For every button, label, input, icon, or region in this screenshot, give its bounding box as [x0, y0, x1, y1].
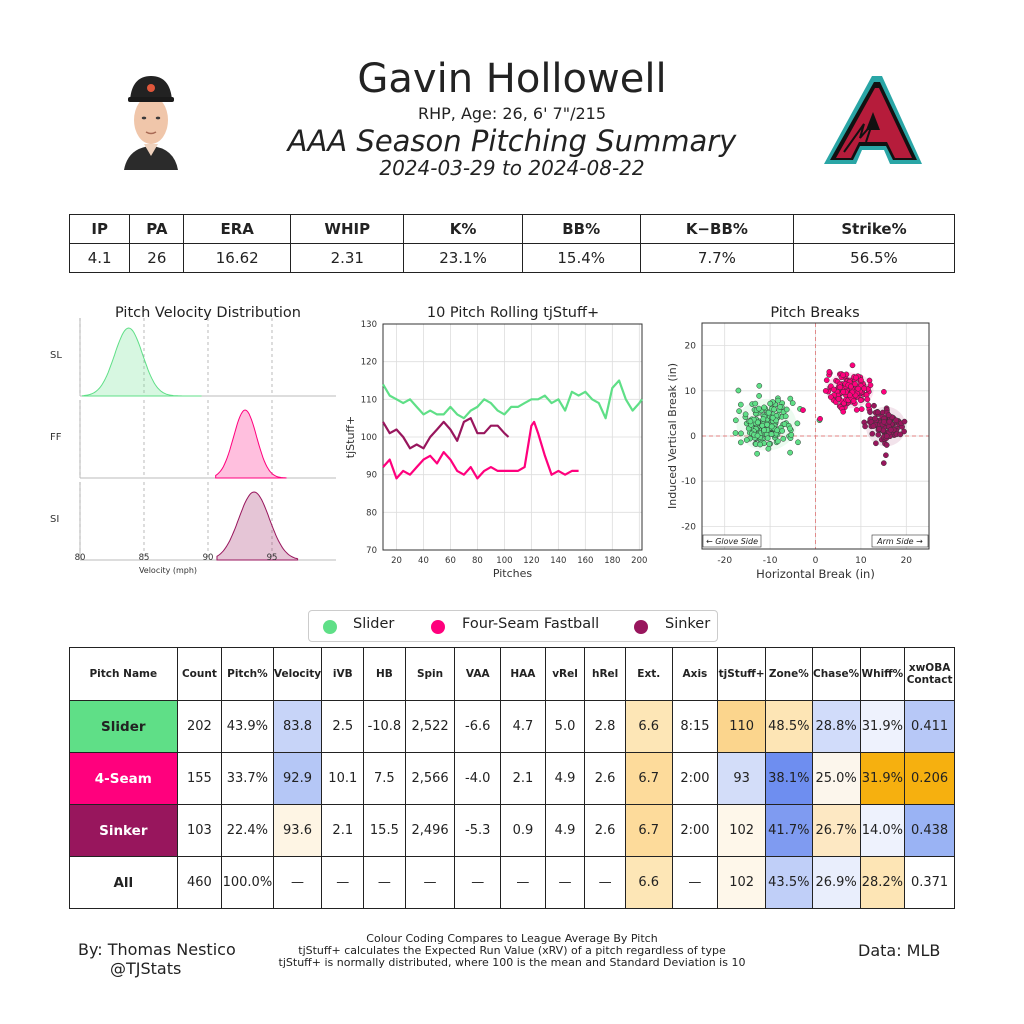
pitch-metric-cell: 25.0%: [812, 753, 860, 805]
break-point: [769, 432, 774, 437]
pitch-metric-cell: 7.5: [364, 753, 406, 805]
velocity-panel: [50, 318, 336, 396]
velocity-panel-label: SI: [50, 514, 60, 525]
break-point: [850, 363, 855, 368]
pitch-metric-cell: 26.7%: [812, 805, 860, 857]
break-point: [765, 436, 770, 441]
rolling-x-tick: 180: [604, 556, 621, 566]
breaks-y-tick: -20: [681, 522, 696, 533]
player-name: Gavin Hollowell: [357, 56, 667, 102]
pitch-metric-cell: 4.9: [545, 753, 585, 805]
chart-legend: [308, 610, 718, 642]
pitch-metric-cell: 2.1: [501, 753, 546, 805]
break-point: [755, 433, 760, 438]
break-point: [824, 378, 829, 383]
pitch-metric-cell: 202: [177, 701, 222, 753]
break-point: [873, 441, 878, 446]
break-point: [768, 401, 773, 406]
break-point: [743, 412, 748, 417]
pitch-metric-cell: 28.8%: [812, 701, 860, 753]
break-point: [862, 386, 867, 391]
rolling-y-tick: 70: [366, 546, 377, 556]
pitch-row-fourseam: [70, 753, 955, 805]
pitch-table-header-cell: Zone%: [765, 648, 812, 701]
velocity-panel-label: SL: [50, 350, 62, 361]
rolling-x-tick: 40: [418, 556, 429, 566]
break-point: [761, 417, 766, 422]
break-point: [757, 393, 762, 398]
pitch-metrics-table: [69, 647, 955, 909]
rolling-y-tick: 100: [360, 433, 377, 443]
legend-label-fourseam: Four-Seam Fastball: [462, 616, 600, 632]
pitch-table-header-cell: Count: [177, 648, 222, 701]
pitch-table-header-cell: Chase%: [812, 648, 860, 701]
rolling-chart-title: 10 Pitch Rolling tjStuff+: [426, 305, 600, 321]
footer-notes: [262, 933, 762, 969]
break-point: [856, 386, 861, 391]
pitch-table-header-row: [70, 648, 955, 701]
rolling-x-tick: 120: [523, 556, 540, 566]
pitch-metric-cell: —: [364, 857, 406, 909]
pitch-metric-cell: 0.9: [501, 805, 546, 857]
velocity-density-area: [216, 410, 286, 478]
stats-header-cell: BB%: [522, 215, 640, 244]
pitch-metric-cell: 83.8: [273, 701, 322, 753]
pitch-name-cell: All: [70, 857, 178, 909]
pitch-metric-cell: 0.438: [905, 805, 955, 857]
break-point: [884, 434, 889, 439]
break-point: [748, 419, 753, 424]
breaks-x-tick: 20: [900, 556, 913, 566]
break-point: [898, 432, 903, 437]
rolling-x-tick: 140: [550, 556, 567, 566]
break-point: [766, 410, 771, 415]
pitch-metric-cell: 6.6: [625, 857, 672, 909]
pitch-metric-cell: 102: [718, 857, 766, 909]
break-point: [738, 402, 743, 407]
stats-header-cell: PA: [130, 215, 184, 244]
break-point: [800, 408, 805, 413]
stats-value-cell: 23.1%: [404, 244, 522, 273]
sinker-legend-marker: [634, 620, 648, 634]
pitch-metric-cell: 28.2%: [860, 857, 905, 909]
rolling-x-tick: 100: [496, 556, 513, 566]
break-point: [762, 428, 767, 433]
break-point: [840, 372, 845, 377]
pitch-metric-cell: 5.0: [545, 701, 585, 753]
pitch-metric-cell: -4.0: [455, 753, 501, 805]
player-bio: RHP, Age: 26, 6' 7"/215: [417, 104, 607, 123]
stats-header-cell: Strike%: [793, 215, 954, 244]
rolling-y-tick: 110: [360, 395, 377, 406]
breaks-chart-title: Pitch Breaks: [770, 305, 860, 321]
pitch-name-cell: 4-Seam: [70, 753, 178, 805]
team-logo: [820, 72, 926, 168]
break-point: [827, 369, 832, 374]
break-point: [881, 419, 886, 424]
break-point: [865, 397, 870, 402]
pitch-metric-cell: 38.1%: [765, 753, 812, 805]
break-point: [854, 407, 859, 412]
pitch-metric-cell: 2,496: [405, 805, 455, 857]
break-point: [818, 416, 823, 421]
pitch-metric-cell: —: [672, 857, 718, 909]
pitch-metric-cell: 6.7: [625, 805, 672, 857]
pitch-table-header-cell: HB: [364, 648, 406, 701]
footer-note: tjStuff+ is normally distributed, where 100 is the mean and Standard Deviation is 10: [278, 956, 746, 969]
break-point: [788, 450, 793, 455]
break-point: [883, 453, 888, 458]
pitch-metric-cell: 6.7: [625, 753, 672, 805]
break-point: [733, 418, 738, 423]
pitch-metric-cell: 14.0%: [860, 805, 905, 857]
rolling-y-tick: 130: [360, 320, 377, 330]
break-point: [877, 426, 882, 431]
break-point: [787, 426, 792, 431]
footer-note: tjStuff+ calculates the Expected Run Value (xRV) of a pitch regardless of type: [298, 944, 726, 957]
breaks-x-tick: -10: [762, 556, 778, 566]
pitch-row-slider: [70, 701, 955, 753]
pitch-table-header-cell: Pitch Name: [70, 648, 178, 701]
breaks-x-tick: 10: [855, 556, 867, 566]
pitch-metric-cell: 460: [177, 857, 222, 909]
pitch-metric-cell: 155: [177, 753, 222, 805]
velocity-tick-label: 90: [202, 553, 214, 563]
pitch-metric-cell: 92.9: [273, 753, 322, 805]
stats-value-cell: 56.5%: [793, 244, 954, 273]
stats-value-cell: 2.31: [291, 244, 404, 273]
break-point: [795, 440, 800, 445]
pitch-table-header-cell: tjStuff+: [718, 648, 766, 701]
break-point: [841, 389, 846, 394]
rolling-x-tick: 160: [577, 556, 594, 566]
pitch-metric-cell: 0.411: [905, 701, 955, 753]
break-point: [853, 375, 858, 380]
stats-value-cell: 26: [130, 244, 184, 273]
breaks-x-axis-label: Horizontal Break (in): [756, 567, 875, 581]
pitch-metric-cell: 2.8: [585, 701, 626, 753]
date-range: 2024-03-29 to 2024-08-22: [379, 156, 645, 180]
break-point: [738, 431, 743, 436]
pitch-table-header-cell: Spin: [405, 648, 455, 701]
break-point: [902, 419, 907, 424]
break-point: [781, 436, 786, 441]
break-point: [775, 439, 780, 444]
pitch-table-header-cell: iVB: [322, 648, 364, 701]
pitch-metric-cell: 43.5%: [765, 857, 812, 909]
break-point: [755, 420, 760, 425]
pitch-table-header-cell: Axis: [672, 648, 718, 701]
velocity-panel-label: FF: [50, 432, 62, 443]
rolling-x-axis-label: Pitches: [492, 567, 533, 580]
pitch-metric-cell: 2.5: [322, 701, 364, 753]
breaks-x-tick: -20: [717, 556, 733, 566]
break-point: [876, 432, 881, 437]
pitch-table-header-cell: Whiff%: [860, 648, 905, 701]
rolling-y-tick: 80: [366, 508, 377, 519]
pitch-metric-cell: 48.5%: [765, 701, 812, 753]
break-point: [881, 461, 886, 466]
break-point: [789, 432, 794, 437]
fourseam-legend-marker: [431, 620, 445, 634]
stats-header-cell: ERA: [184, 215, 291, 244]
rolling-series-line: [383, 422, 579, 479]
break-point: [863, 424, 868, 429]
break-point: [858, 398, 863, 403]
break-point: [738, 440, 743, 445]
break-point: [867, 410, 872, 415]
pitch-metric-cell: —: [322, 857, 364, 909]
pitch-metric-cell: -10.8: [364, 701, 406, 753]
break-point: [757, 383, 762, 388]
break-point: [790, 401, 795, 406]
pitch-row-sinker: [70, 805, 955, 857]
breaks-y-tick: -10: [681, 477, 696, 488]
break-point: [838, 385, 843, 390]
break-point: [871, 403, 876, 408]
data-source: Data: MLB: [858, 941, 941, 960]
pitch-table-header-cell: xwOBA Contact: [905, 648, 955, 701]
pitch-metric-cell: 2,522: [405, 701, 455, 753]
break-point: [744, 437, 749, 442]
velocity-distribution-chart: [40, 318, 340, 580]
stats-header-row: [70, 215, 955, 244]
stats-value-cell: 7.7%: [640, 244, 793, 273]
rolling-x-tick: 20: [391, 556, 402, 566]
break-point: [886, 413, 891, 418]
pitch-metric-cell: 22.4%: [222, 805, 273, 857]
pitch-table-header-cell: Pitch%: [222, 648, 273, 701]
rolling-y-axis-label: tjStuff+: [344, 415, 357, 459]
pitch-metric-cell: —: [501, 857, 546, 909]
rolling-y-tick: 90: [366, 470, 377, 481]
velocity-chart-title: Pitch Velocity Distribution: [115, 305, 301, 321]
break-point: [756, 406, 761, 411]
stats-header-cell: IP: [70, 215, 130, 244]
pitch-metric-cell: 110: [718, 701, 766, 753]
pitch-metric-cell: 31.9%: [860, 701, 905, 753]
pitch-breaks-chart: [660, 318, 950, 584]
stats-header-cell: K−BB%: [640, 215, 793, 244]
stats-value-cell: 4.1: [70, 244, 130, 273]
break-point: [887, 419, 892, 424]
break-point: [780, 428, 785, 433]
pitch-metric-cell: 6.6: [625, 701, 672, 753]
stats-header-cell: K%: [404, 215, 522, 244]
pitch-metric-cell: 10.1: [322, 753, 364, 805]
rolling-x-tick: 60: [445, 556, 456, 566]
slider-legend-marker: [323, 620, 337, 634]
velocity-density-area: [83, 328, 202, 396]
pitch-metric-cell: 31.9%: [860, 753, 905, 805]
pitch-metric-cell: -6.6: [455, 701, 501, 753]
break-point: [767, 441, 772, 446]
pitch-metric-cell: 100.0%: [222, 857, 273, 909]
break-point: [733, 430, 738, 435]
breaks-x-tick: 0: [812, 556, 819, 566]
break-point: [783, 414, 788, 419]
pitch-table-header-cell: Velocity: [273, 648, 322, 701]
pitch-table-header-cell: Ext.: [625, 648, 672, 701]
season-stats-table: [69, 214, 955, 273]
pitch-metric-cell: 33.7%: [222, 753, 273, 805]
stats-header-cell: WHIP: [291, 215, 404, 244]
break-point: [828, 394, 833, 399]
break-point: [881, 389, 886, 394]
break-point: [762, 405, 767, 410]
break-point: [868, 383, 873, 388]
arm-side-label: Arm Side →: [877, 537, 923, 546]
break-point: [770, 415, 775, 420]
pitch-table-header-cell: VAA: [455, 648, 501, 701]
break-point: [851, 398, 856, 403]
pitch-metric-cell: 15.5: [364, 805, 406, 857]
pitch-metric-cell: 4.7: [501, 701, 546, 753]
pitch-table-header-cell: hRel: [585, 648, 626, 701]
pitch-metric-cell: 2.1: [322, 805, 364, 857]
break-point: [836, 396, 841, 401]
pitch-metric-cell: 2:00: [672, 753, 718, 805]
velocity-tick-label: 80: [74, 553, 86, 563]
author-name: By: Thomas Nestico: [78, 940, 236, 959]
pitch-metric-cell: 0.206: [905, 753, 955, 805]
breaks-y-axis-label: Induced Vertical Break (in): [666, 363, 679, 509]
pitch-metric-cell: —: [455, 857, 501, 909]
pitch-metric-cell: —: [545, 857, 585, 909]
break-point: [847, 393, 852, 398]
velocity-density-area: [217, 492, 298, 560]
pitch-metric-cell: —: [273, 857, 322, 909]
break-point: [867, 378, 872, 383]
break-point: [772, 407, 777, 412]
pitch-row-all: [70, 857, 955, 909]
pitch-metric-cell: —: [585, 857, 626, 909]
stats-value-cell: 16.62: [184, 244, 291, 273]
break-point: [795, 421, 800, 426]
breaks-y-tick: 20: [684, 341, 696, 352]
breaks-y-tick: 0: [690, 432, 696, 442]
pitch-metric-cell: 102: [718, 805, 766, 857]
break-point: [755, 451, 760, 456]
rolling-series-line: [383, 418, 509, 448]
pitch-name-cell: Sinker: [70, 805, 178, 857]
legend-label-sinker: Sinker: [665, 616, 711, 632]
author-handle: @TJStats: [110, 959, 182, 978]
break-point: [888, 427, 893, 432]
pitch-metric-cell: 4.9: [545, 805, 585, 857]
velocity-tick-label: 85: [138, 553, 150, 563]
break-point: [853, 382, 858, 387]
break-point: [823, 388, 828, 393]
stats-value-cell: 15.4%: [522, 244, 640, 273]
break-point: [775, 428, 780, 433]
break-point: [859, 407, 864, 412]
rolling-x-tick: 200: [631, 556, 648, 566]
pitch-metric-cell: 103: [177, 805, 222, 857]
pitch-metric-cell: 2,566: [405, 753, 455, 805]
pitch-metric-cell: 2:00: [672, 805, 718, 857]
break-point: [872, 416, 877, 421]
author-credit: [78, 940, 236, 978]
break-point: [736, 388, 741, 393]
pitch-table-header-cell: HAA: [501, 648, 546, 701]
velocity-x-axis-label: Velocity (mph): [138, 566, 198, 575]
break-point: [870, 431, 875, 436]
break-point: [758, 442, 763, 447]
pitch-metric-cell: 0.371: [905, 857, 955, 909]
pitch-metric-cell: —: [405, 857, 455, 909]
pitch-metric-cell: 41.7%: [765, 805, 812, 857]
break-point: [831, 387, 836, 392]
rolling-stuff-chart: [330, 310, 650, 582]
break-point: [777, 404, 782, 409]
rolling-y-tick: 120: [360, 357, 377, 368]
pitch-metric-cell: 2.6: [585, 805, 626, 857]
pitch-metric-cell: 43.9%: [222, 701, 273, 753]
legend-label-slider: Slider: [353, 616, 395, 632]
break-point: [784, 407, 789, 412]
break-point: [753, 401, 758, 406]
pitch-name-cell: Slider: [70, 701, 178, 753]
velocity-panel: [50, 400, 336, 478]
glove-side-label: ← Glove Side: [705, 537, 759, 546]
break-point: [884, 442, 889, 447]
pitch-metric-cell: 8:15: [672, 701, 718, 753]
velocity-tick-label: 95: [266, 553, 278, 563]
break-point: [875, 410, 880, 415]
break-point: [866, 403, 871, 408]
velocity-panel: [50, 482, 336, 560]
rolling-x-tick: 80: [472, 556, 483, 566]
break-point: [769, 424, 774, 429]
pitch-metric-cell: 93: [718, 753, 766, 805]
pitch-metric-cell: 26.9%: [812, 857, 860, 909]
break-point: [766, 446, 771, 451]
pitch-metric-cell: 93.6: [273, 805, 322, 857]
pitch-table-header-cell: vRel: [545, 648, 585, 701]
report-subtitle: AAA Season Pitching Summary: [287, 124, 737, 158]
break-point: [737, 409, 742, 414]
pitch-metric-cell: -5.3: [455, 805, 501, 857]
pitch-metric-cell: 2.6: [585, 753, 626, 805]
stats-value-row: [70, 244, 955, 273]
player-headshot: [118, 70, 184, 170]
breaks-y-tick: 10: [684, 386, 696, 397]
break-point: [776, 398, 781, 403]
footer-note: Colour Coding Compares to League Average By Pitch: [366, 932, 658, 945]
break-point: [871, 424, 876, 429]
break-point: [841, 409, 846, 414]
